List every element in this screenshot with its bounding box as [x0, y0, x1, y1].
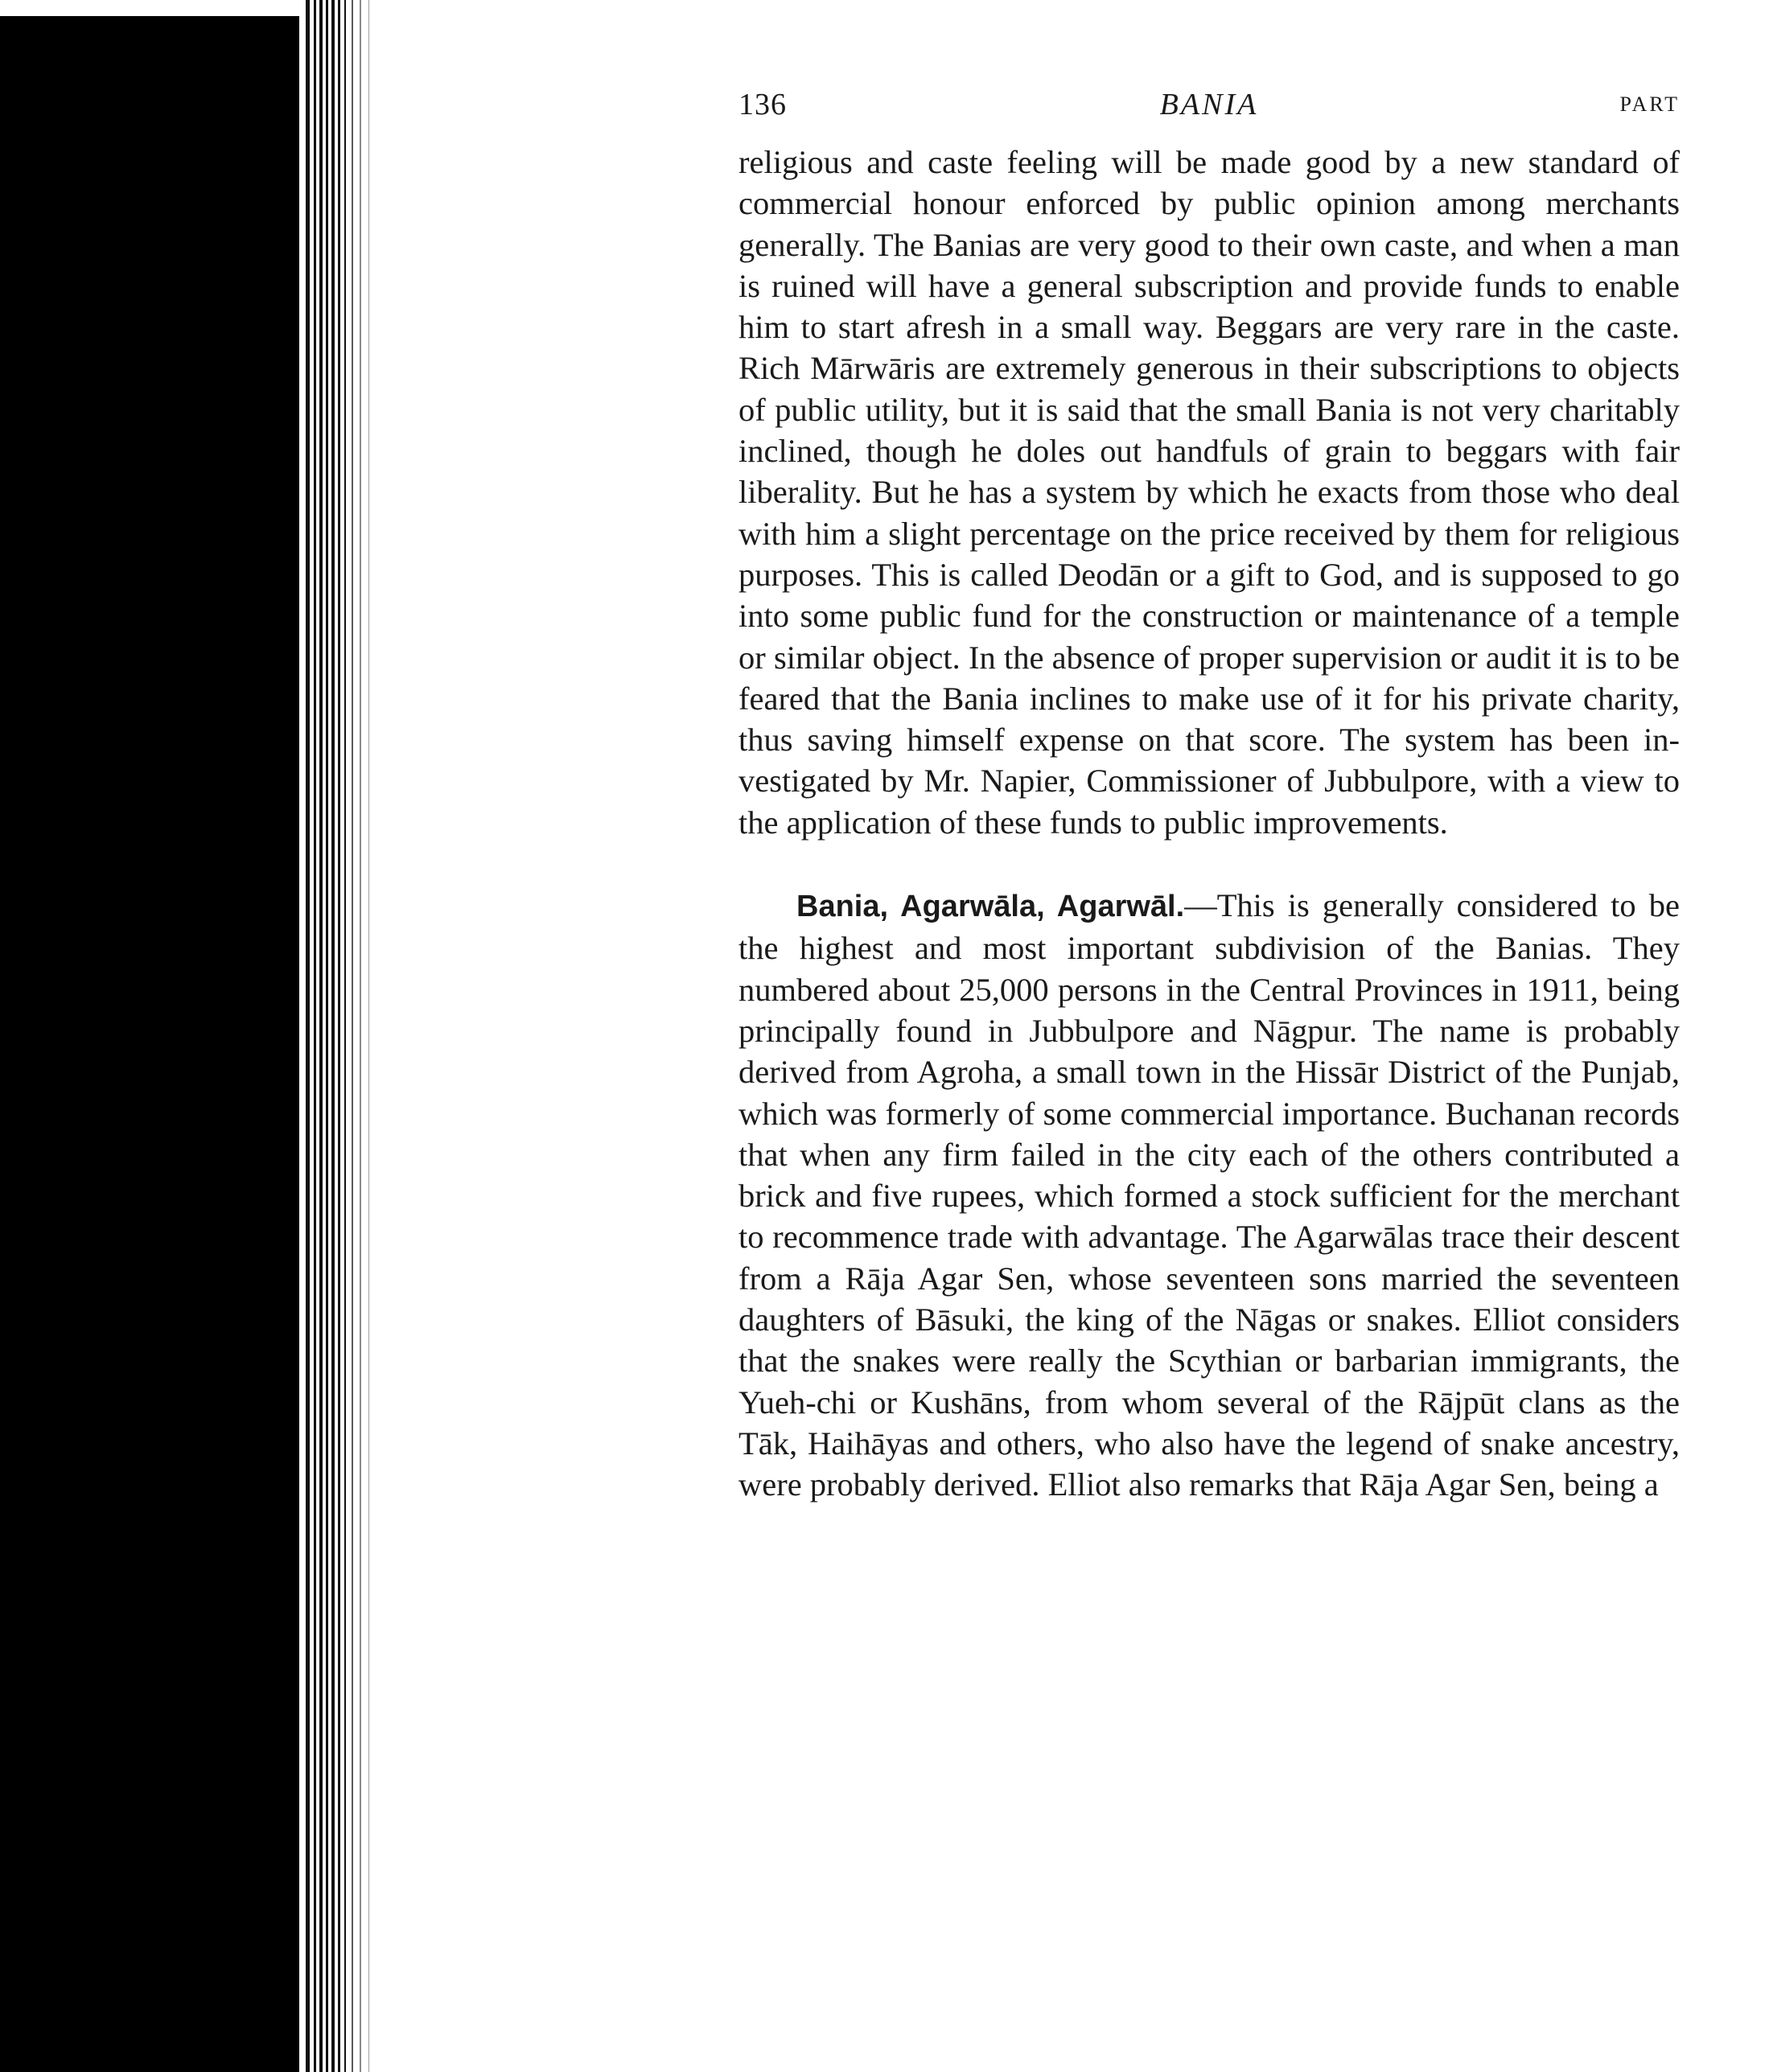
binding-line — [344, 0, 346, 2072]
body-paragraph — [738, 142, 1680, 843]
binding-line — [306, 0, 310, 2072]
binding-line — [319, 0, 323, 2072]
binding-line — [326, 0, 328, 2072]
part-label: PART — [1619, 92, 1680, 116]
binding-shadow — [0, 16, 299, 2072]
paragraph-text: religious and caste feeling will be made good by a new standard of commercial honour enforced by public opinion among merchants generally. The Banias are very good to their own caste, and when a man is ruined will have a general subscription and provide funds to enable him to start afresh in a small way. Beggars are very rare in the caste. Rich Mārwāris are extremely generous in their subscriptions to objects of public utility, but it is said that the small Bania is not very charitably inclined, though he doles out handfuls of grain to beggars with fair liberality. But he has a system by which he exacts from those who deal with him a slight percentage on the price received by them for religious purposes. This is called Deodān or a gift to God, and is supposed to go into some public fund for the construction or maintenance of a temple or similar object. In the absence of proper supervision or audit it is to be feared that the Bania inclines to make use of it for his private charity, thus saving himself expense on that score. The system has been investigated by Mr. Napier, Commissioner of Jubbulpore, with a view to the application of these funds to public improvements. — [738, 144, 1680, 841]
running-header — [738, 80, 1680, 129]
section-paragraph — [738, 885, 1680, 1505]
binding-line — [331, 0, 335, 2072]
page-number: 136 — [738, 88, 787, 121]
binding-line — [352, 0, 353, 2072]
book-page — [738, 80, 1680, 1506]
section-heading: Bania, Agarwāla, Agarwāl. — [796, 890, 1185, 924]
binding-line — [368, 0, 369, 2072]
binding-line — [314, 0, 316, 2072]
paragraph-text: —This is generally considered to be the highest and most important subdivision of the Banias. They numbered about 25,000 persons in the Central Provinces in 1911, being principally found in Jubbulpore and Nāgpur. The name is probably derived from Agroha, a small town in the Hissār District of the Punjab, which was formerly of some commercial importance. Buchanan records that when any firm failed in the city each of the others contributed a brick and five rupees, which formed a stock sufficient for the merchant to recommence trade with advantage. The Agarwālas trace their descent from a Rāja Agar Sen, whose seventeen sons married the seventeen daughters of Bāsuki, the king of the Nāgas or snakes. Elliot considers that the snakes were really the Scythian or barbarian immigrants, the Yueh-chi or Kushāns, from whom several of the Rājpūt clans as the Tāk, Haihāyas and others, who also have the legend of snake ancestry, were probably derived. Elliot also remarks that Rāja Agar Sen, being a — [738, 887, 1681, 1503]
binding-line — [338, 0, 340, 2072]
binding-line — [360, 0, 361, 2072]
scanned-binding-edge — [0, 0, 378, 2072]
running-title: BANIA — [1159, 88, 1259, 121]
